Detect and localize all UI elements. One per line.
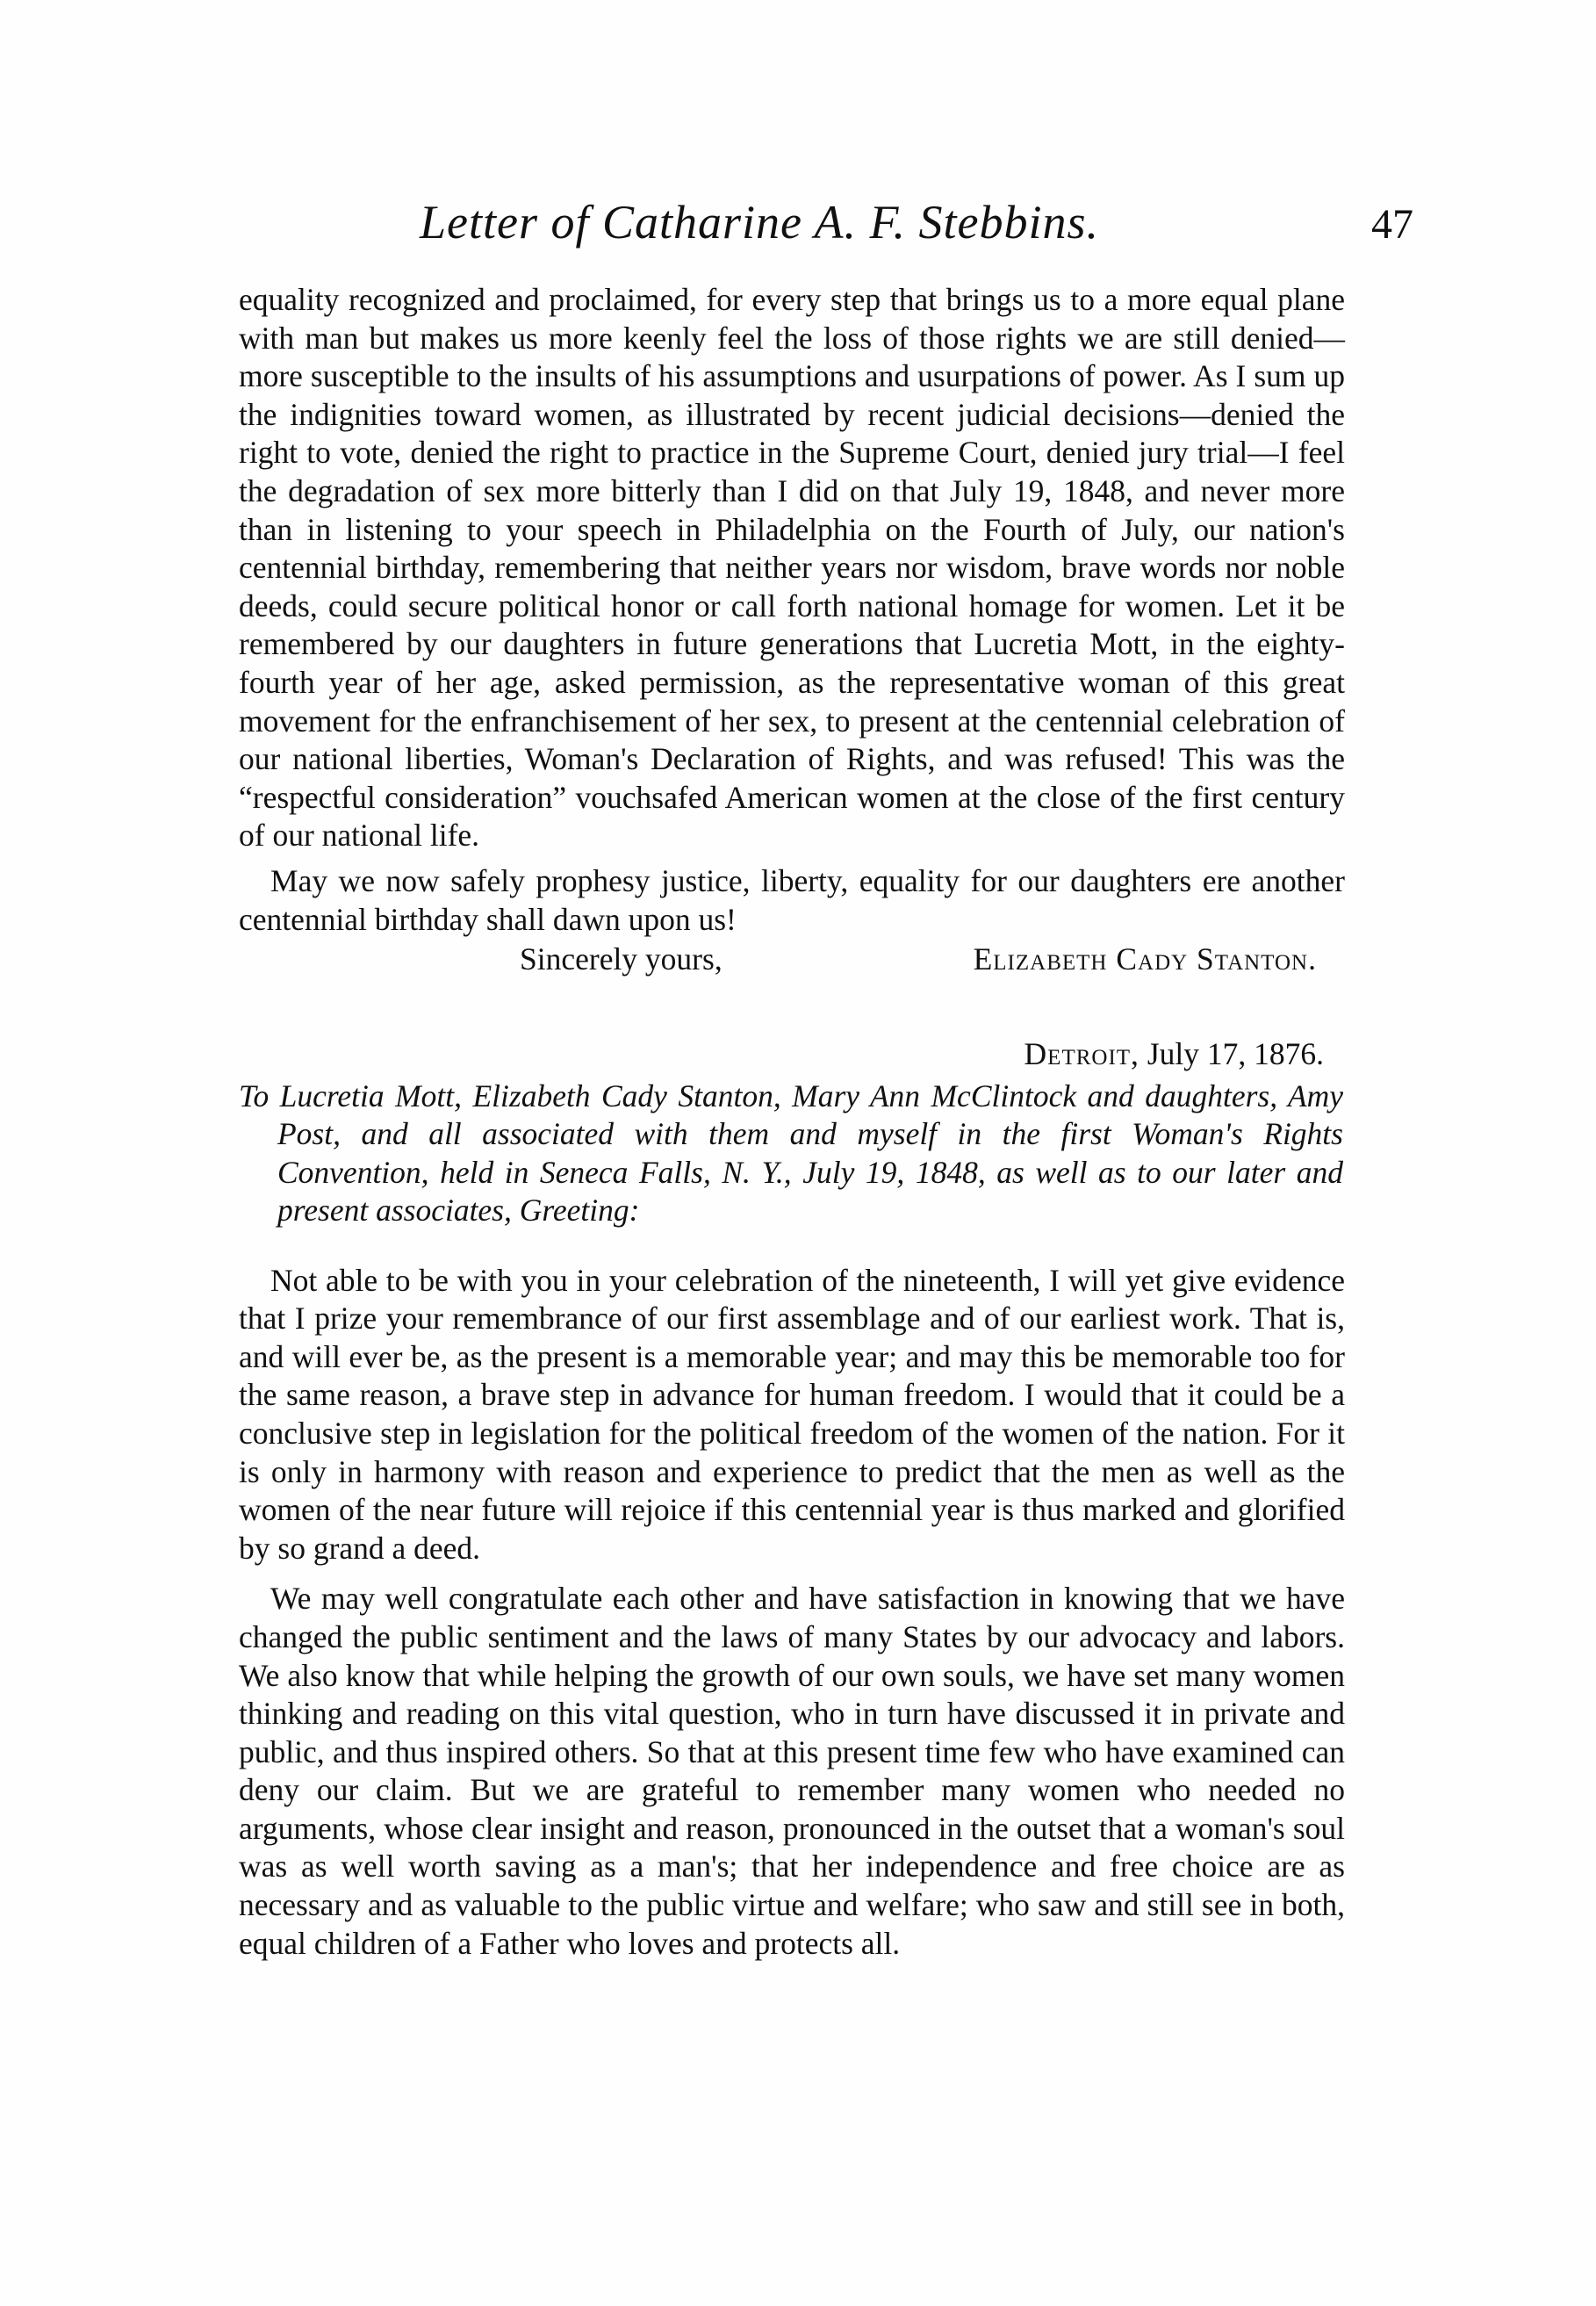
letter-dateline: [239, 1035, 1345, 1074]
dateline-date: July 17, 1876.: [1147, 1036, 1324, 1072]
signature-block: [239, 940, 1345, 979]
page-number: 47: [1371, 201, 1413, 248]
letter-address: To Lucretia Mott, Elizabeth Cady Stanton, Mary Ann McClintock and daughters, Amy Post, and all associated with them and myself in the first Woman's Rights Convention, held in Seneca Falls, N. Y., July 19, 1848, as well as to our later and present associates, Greeting:: [239, 1077, 1343, 1229]
running-title: Letter of Catharine A. F. Stebbins.: [420, 196, 1100, 249]
page-header: [237, 195, 1413, 256]
letter-paragraph: We may well congratulate each other and have satisfaction in knowing that we have changed the public sentiment and the laws of many States by our advocacy and labors. We also know that while helping the growth of our own souls, we have set many women thinking and reading on this vital question, who in turn have discussed it in private and public, and thus inspired others. So that at this present time few who have examined can deny our claim. But we are grateful to remember many women who needed no arguments, whose clear insight and reason, pronounced in the outset that a woman's soul was as well worth saving as a man's; that her independence and free choice are as necessary and as valuable to the public virtue and welfare; who saw and still see in both, equal children of a Father who loves and protects all.: [239, 1581, 1345, 1961]
page-body: [239, 281, 1345, 1963]
signature-name: Elizabeth Cady Stanton.: [973, 941, 1317, 977]
dateline-place: Detroit,: [1024, 1036, 1139, 1072]
letter-paragraph: Not able to be with you in your celebration of the nineteenth, I will yet give evidence that I prize your remembrance of our first assemblage and of our earliest work. That is, and will ever be, as the present is a memorable year; and may this be memorable too for the same reason, a brave step in advance for human freedom. I would that it could be a conclusive step in legislation for the political freedom of the women of the nation. For it is only in harmony with reason and experience to predict that the men as well as the women of the near future will rejoice if this centennial year is thus marked and glorified by so grand a deed.: [239, 1262, 1345, 1566]
paragraph-continued: equality recognized and proclaimed, for every step that brings us to a more equal plane with man but makes us more keenly feel the loss of those rights we are still denied—more susceptible to the insults of his assumptions and usurpations of power. As I sum up the indignities toward women, as illustrated by recent judicial decisions—denied the right to vote, denied the right to practice in the Supreme Court, denied jury trial—I feel the degradation of sex more bitterly than I did on that July 19, 1848, and never more than in listening to your speech in Philadelphia on the Fourth of July, our nation's centennial birthday, remembering that neither years nor wisdom, brave words nor noble deeds, could secure political honor or call forth national homage for women. Let it be remembered by our daughters in future generations that Lucretia Mott, in the eighty-fourth year of her age, asked permission, as the representative woman of this great movement for the enfranchisement of her sex, to present at the centennial celebration of our national liberties, Woman's Declaration of Rights, and was refused! This was the “respectful consideration” vouchsafed American women at the close of the first century of our national life.: [239, 282, 1345, 854]
signature-closing: Sincerely yours,: [520, 941, 723, 977]
paragraph-closing: May we now safely prophesy justice, liberty, equality for our daughters ere another centennial birthday shall dawn upon us!: [239, 862, 1345, 937]
